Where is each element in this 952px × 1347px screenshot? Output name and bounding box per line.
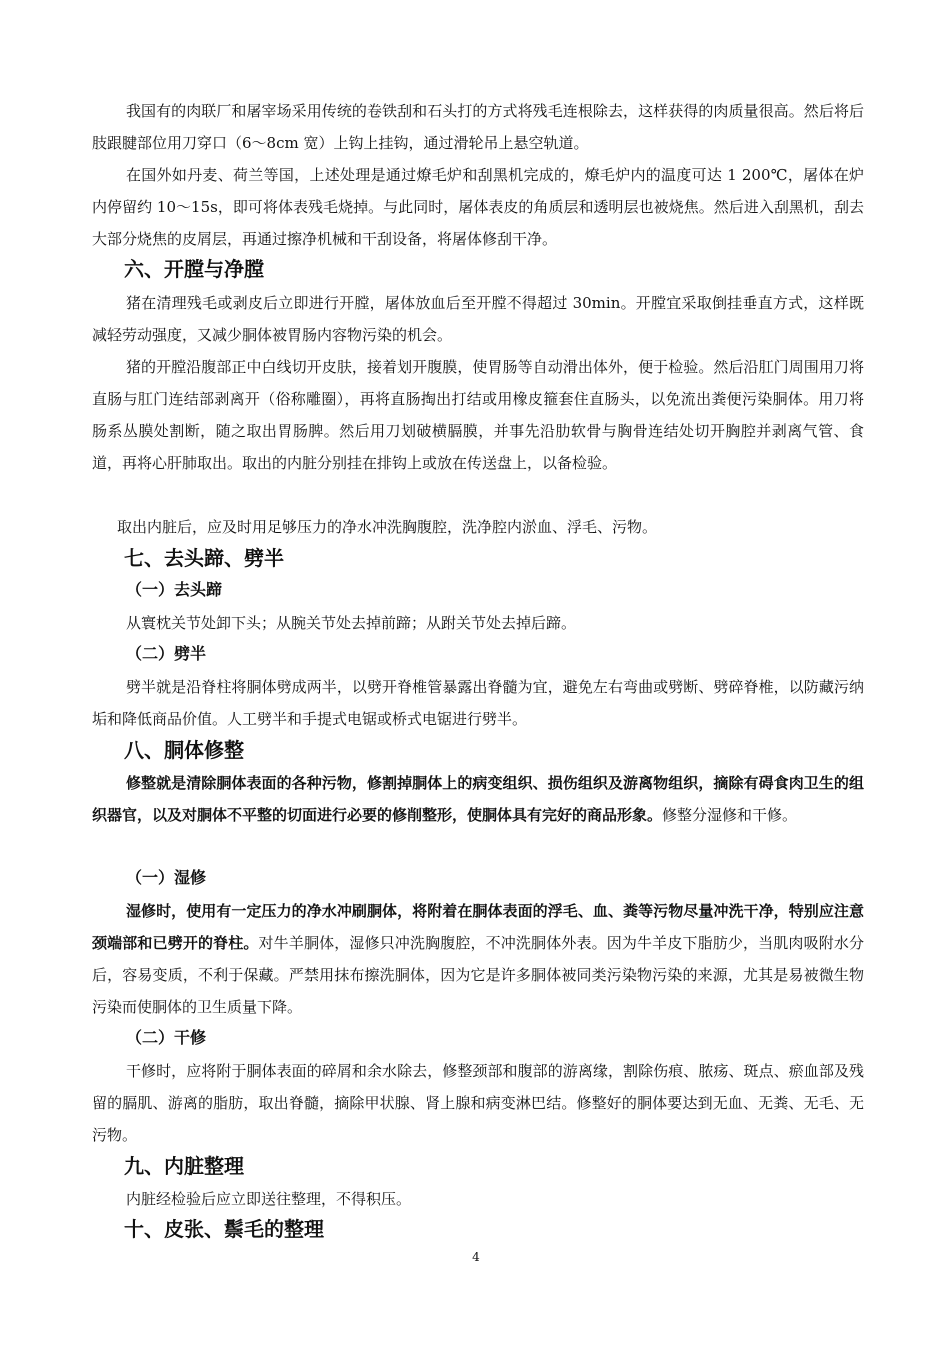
paragraph-viscera-processing: 内脏经检验后应立即送往整理，不得积压。 xyxy=(126,1190,412,1208)
wet-trimming-bold: 湿修时，使用有一定压力的净水冲刷胴体，将附着在胴体表面的浮毛、血、粪等污物尽量冲洗干净，特别应注意颈端部和已劈开的脊柱。 xyxy=(92,902,864,952)
section-heading-7: 七、去头蹄、劈半 xyxy=(124,546,284,570)
subheading-splitting: （二）劈半 xyxy=(126,644,207,663)
paragraph-traditional-dehairing: 我国有的肉联厂和屠宰场采用传统的卷铁刮和石头打的方式将残毛连根除去，这样获得的肉质量很高。然后将后肢跟腱部位用刀穿口（6～8cm 宽）上钩上挂钩，通过滑轮吊上悬空轨道。 xyxy=(92,102,864,152)
subheading-dry-trimming: （二）干修 xyxy=(126,1028,207,1047)
paragraph-trimming-definition xyxy=(92,767,864,831)
paragraph-dry-trimming: 干修时，应将附于胴体表面的碎屑和余水除去，修整颈部和腹部的游离缘，割除伤痕、脓疡、斑点、瘀血部及残留的膈肌、游离的脂肪，取出脊髓，摘除甲状腺、肾上腺和病变淋巴结。修整好的胴体要达到无血、无粪、无毛、无污物。 xyxy=(92,1062,864,1144)
trimming-definition-rest: 修整分湿修和干修。 xyxy=(662,806,798,824)
section-heading-8: 八、胴体修整 xyxy=(124,738,244,762)
section-heading-10: 十、皮张、鬃毛的整理 xyxy=(124,1217,324,1241)
subheading-head-hoof-removal: （一）去头蹄 xyxy=(126,580,223,599)
wet-trimming-rest: 对牛羊胴体，湿修只冲洗胸腹腔，不冲洗胴体外表。因为牛羊皮下脂肪少，当肌肉吸附水分后，容易变质，不利于保藏。严禁用抹布擦洗胴体，因为它是许多胴体被同类污染物污染的来源，尤其是易被微生物污染而使胴体的卫生质量下降。 xyxy=(92,934,864,1016)
paragraph-splitting: 劈半就是沿脊柱将胴体劈成两半，以劈开脊椎管暴露出脊髓为宜，避免左右弯曲或劈断、劈碎脊椎，以防藏污纳垢和降低商品价值。人工劈半和手提式电锯或桥式电锯进行劈半。 xyxy=(92,678,864,728)
paragraph-wet-trimming xyxy=(92,895,864,1023)
trimming-definition-bold: 修整就是清除胴体表面的各种污物，修割掉胴体上的病变组织、损伤组织及游离物组织，摘除有碍食肉卫生的组织器官，以及对胴体不平整的切面进行必要的修削整形，使胴体具有完好的商品形象。 xyxy=(92,774,864,824)
section-heading-6: 六、开膛与净膛 xyxy=(124,257,264,281)
paragraph-opening-timing: 猪在清理残毛或剥皮后立即进行开膛，屠体放血后至开膛不得超过 30min。开膛宜采取倒挂垂直方式，这样既减轻劳动强度，又减少胴体被胃肠内容物污染的机会。 xyxy=(92,294,864,344)
paragraph-opening-procedure: 猪的开膛沿腹部正中白线切开皮肤，接着划开腹膜，使胃肠等自动滑出体外，便于检验。然后沿肛门周围用刀将直肠与肛门连结部剥离开（俗称雕圈），再将直肠掏出打结或用橡皮箍套住直肠头，以免流出粪便污染胴体。用刀将肠系丛膜处割断，随之取出胃肠脾。然后用刀划破横膈膜，并事先沿肋软骨与胸骨连结处切开胸腔并剥离气管、食道，再将心肝肺取出。取出的内脏分别挂在排钩上或放在传送盘上，以备检验。 xyxy=(92,358,864,472)
subheading-wet-trimming: （一）湿修 xyxy=(126,868,207,887)
paragraph-head-hoof-removal: 从寰枕关节处卸下头；从腕关节处去掉前蹄；从跗关节处去掉后蹄。 xyxy=(126,614,577,632)
section-heading-9: 九、内脏整理 xyxy=(124,1154,244,1178)
page-number: 4 xyxy=(472,1250,480,1264)
paragraph-cavity-washing: 取出内脏后，应及时用足够压力的净水冲洗胸腹腔，洗净腔内淤血、浮毛、污物。 xyxy=(117,518,658,536)
paragraph-foreign-singeing: 在国外如丹麦、荷兰等国，上述处理是通过燎毛炉和刮黑机完成的，燎毛炉内的温度可达 1 200℃，屠体在炉内停留约 10～15s，即可将体表残毛烧掉。与此同时，屠体表皮的角质层和透明层也被烧焦。然后进入刮黑机，刮去大部分烧焦的皮屑层，再通过擦净机械和干刮设备，将屠体修刮干净。 xyxy=(92,166,864,248)
